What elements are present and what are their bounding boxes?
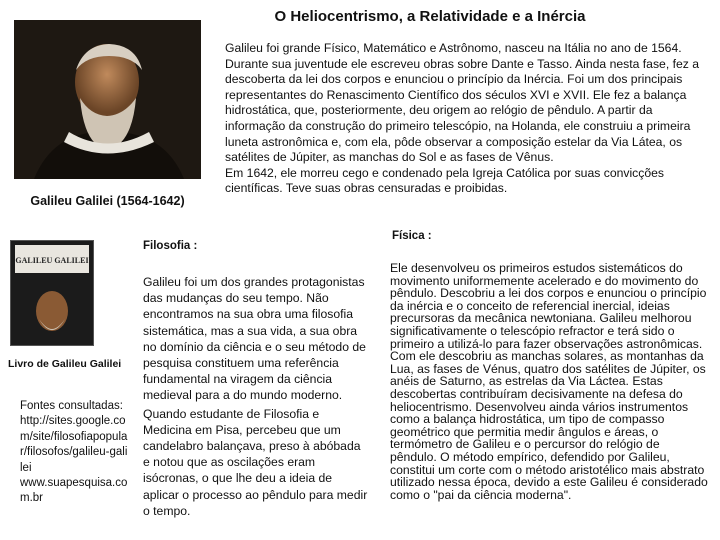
filosofia-paragraph-1: Galileu foi um dos grandes protagonistas das mudanças do seu tempo. Não encontramos na sua obra uma filosofia sistemática, mas a sua vida, a sua obra no domínio da ciência e o seu método de pesquisa constituem uma referência fundamental na viragem da ciência medieval para a do mundo moderno. — [143, 275, 366, 403]
sources-label: Fontes consultadas: — [20, 400, 123, 412]
book-cover-title: GALILEU GALILEI — [15, 256, 89, 265]
filosofia-paragraph-2: Quando estudante de Filosofia e Medicina em Pisa, percebeu que um candelabro balançava, preso à abóbada e notou que as oscilações eram isócronas, o que lhe deu a ideia de aplicar o processo ao pêndulo para medir o tempo. — [143, 406, 368, 518]
source-link-google-sites[interactable]: http://sites.google.com/site/filosofiapopular/filosofos/galileu-galilei — [20, 415, 128, 474]
fisica-paragraph: Ele desenvolveu os primeiros estudos sistemáticos do movimento uniformemente acelerado e do movimento do pêndulo. Descobriu a lei dos corpos e enunciou o princípio da inércia e o conceito de referencial inercial, ideias precursoras da mecânica newtoniana. Galileu melhorou significativamente o telescópio refractor e terá sido o primeiro a utilizá-lo para fazer observações astronômicas. Com ele descobriu as manchas solares, as montanhas da Lua, as fases de Vénus, quatro dos satélites de Júpiter, os anéis de Saturno, as estrelas da Via Láctea. Estas descobertas contribuíram decisivamente na defesa do heliocentrismo. Desenvolveu ainda vários instrumentos como a balança hidrostática, um tipo de compasso geométrico que permitia medir ângulos e áreas, o termómetro de Galileu e o percursor do relógio de pêndulo. O método empírico, defendido por Galileu, constitui um corte com o método aristotélico mais abstrato utilizado nessa época, devido a este Galileu é considerado como o "pai da ciência moderna". — [390, 261, 708, 502]
book-caption: Livro de Galileu Galilei — [8, 358, 122, 370]
intro-text — [225, 41, 707, 197]
intro-paragraph-2: Em 1642, ele morreu cego e condenado pela Igreja Católica por suas convicções científicas. Teve suas obras censuradas e proibidas. — [225, 165, 665, 196]
sources-block — [20, 399, 128, 507]
source-link-suapesquisa[interactable]: www.suapesquisa.com.br — [20, 477, 128, 505]
filosofia-text — [143, 274, 368, 521]
page-title: O Heliocentrismo, a Relatividade e a Inércia — [274, 8, 586, 25]
galileo-portrait-image — [14, 20, 201, 179]
portrait-caption: Galileu Galilei (1564-1642) — [30, 194, 185, 208]
filosofia-heading: Filosofia : — [143, 240, 198, 252]
fisica-heading: Física : — [392, 230, 432, 242]
book-cover-image — [10, 240, 94, 346]
intro-paragraph-1: Galileu foi grande Físico, Matemático e Astrônomo, nasceu na Itália no ano de 1564. Durante sua juventude ele escreveu obras sobre Dante e Tasso. Ainda nesta fase, fez a descoberta da lei dos corpos e enunciou o princípio da Inércia. Foi um dos principais representantes do Renascimento Científico dos séculos XVI e XVII. Ele fez a balança hidrostática, que, posteriormente, deu origem ao relógio de pêndulo. A partir da informação da construção do primeiro telescópio, na Holanda, ele construiu a primeira luneta astronômica e, com ela, pôde observar a composição estelar da Via Látea, os satélites de Júpiter, as manchas do Sol e as fases de Vênus. — [225, 41, 700, 165]
